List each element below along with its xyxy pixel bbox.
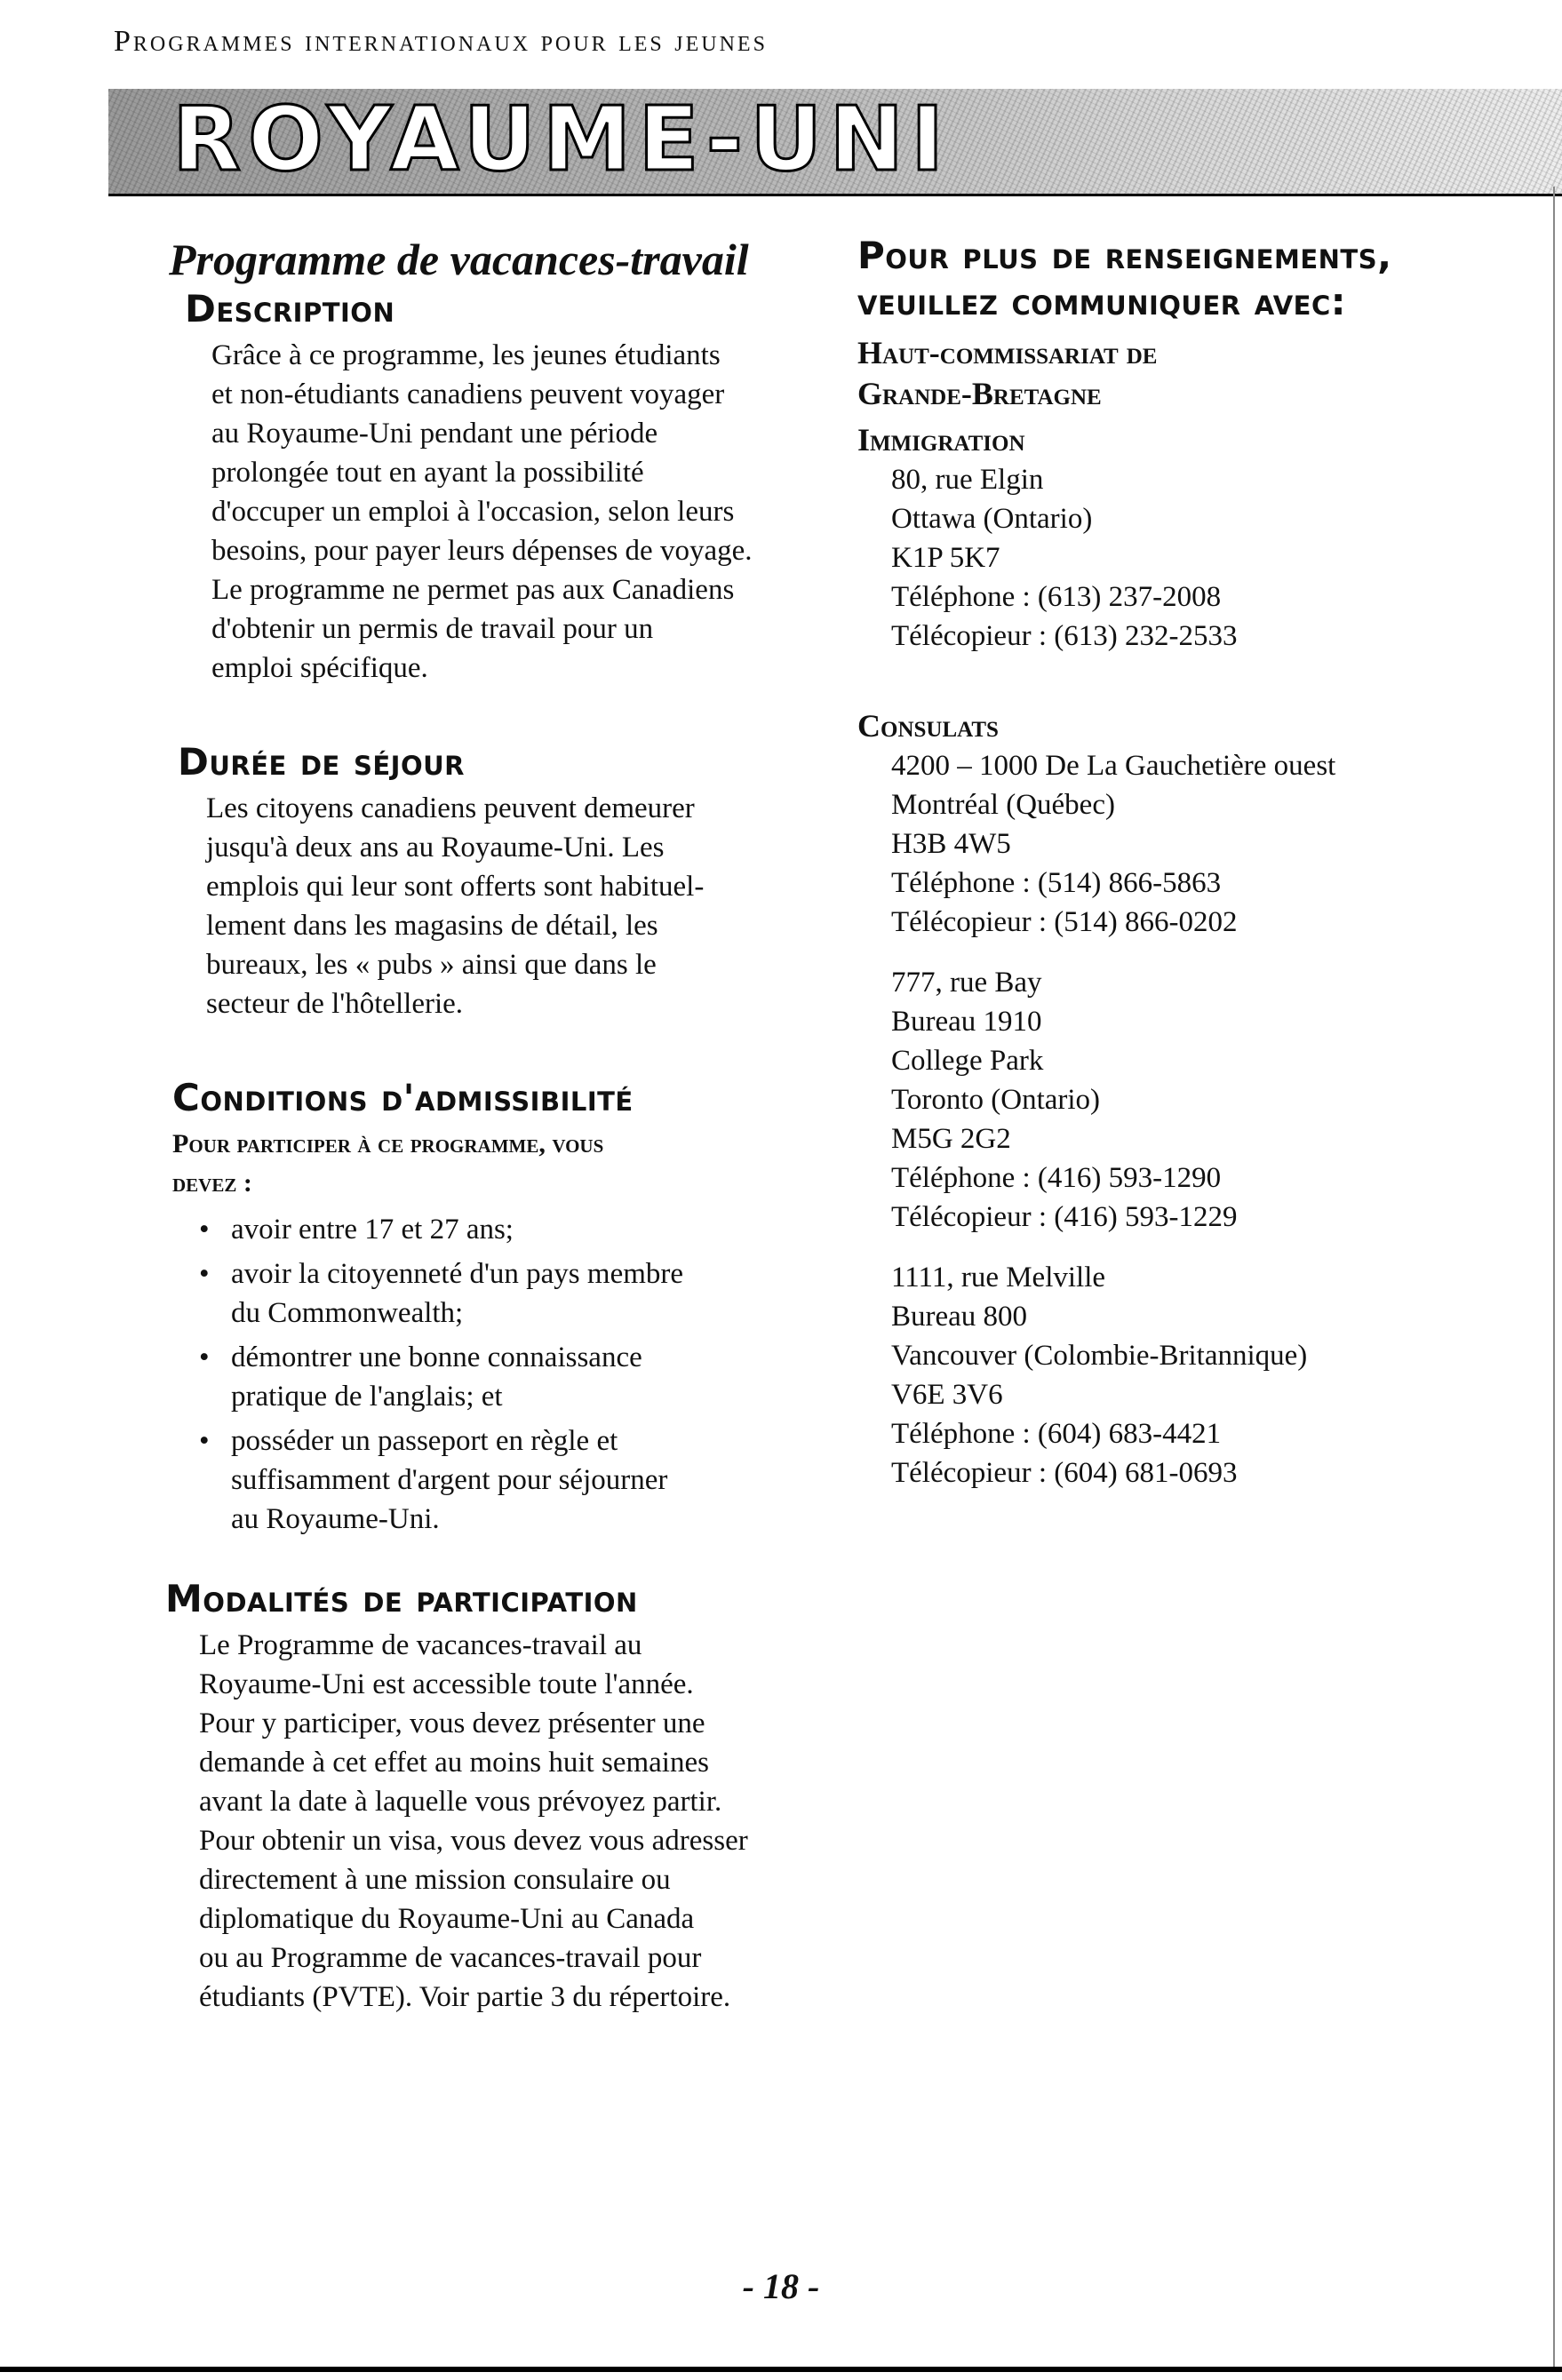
- address-line: 80, rue Elgin: [891, 464, 1044, 496]
- page-number: - 18 -: [742, 2266, 820, 2306]
- address-line: Vancouver (Colombie-Britannique): [891, 1340, 1308, 1372]
- list-item-line: avoir la citoyenneté d'un pays membre: [231, 1258, 684, 1290]
- consulat-vancouver: [891, 1258, 1497, 1492]
- list-item: [199, 1210, 826, 1249]
- phone-line: Téléphone : (514) 866-5863: [891, 867, 1222, 899]
- description-line: prolongée tout en ayant la possibilité: [211, 457, 644, 489]
- list-item-line: pratique de l'anglais; et: [231, 1381, 503, 1413]
- address-line: Bureau 1910: [891, 1006, 1042, 1038]
- bullet-icon: •: [199, 1341, 210, 1373]
- eligibility-lead-line: Pour participer à ce programme, vous: [172, 1129, 604, 1158]
- address-line: 4200 – 1000 De La Gauchetière ouest: [891, 750, 1336, 782]
- list-item-line: posséder un passeport en règle et: [231, 1425, 618, 1457]
- participation-line: étudiants (PVTE). Voir partie 3 du répertoire.: [199, 1981, 731, 2013]
- description-line: emploi spécifique.: [211, 652, 428, 684]
- running-header: Programmes internationaux pour les jeunes: [114, 25, 768, 58]
- description-line: Grâce à ce programme, les jeunes étudiants: [211, 339, 721, 371]
- participation-line: diplomatique du Royaume-Uni au Canada: [199, 1903, 695, 1935]
- fax-line: Télécopieur : (416) 593-1229: [891, 1201, 1238, 1233]
- participation-heading: Modalités de participation: [165, 1577, 638, 1620]
- list-item-line: démontrer une bonne connaissance: [231, 1341, 642, 1373]
- address-line: K1P 5K7: [891, 542, 1000, 574]
- duration-line: emplois qui leur sont offerts sont habituel-: [206, 871, 705, 903]
- consulat-toronto: [891, 963, 1497, 1237]
- description-line: d'obtenir un permis de travail pour un: [211, 613, 654, 645]
- contact-heading-line: Pour plus de renseignements,: [857, 234, 1392, 277]
- bullet-icon: •: [199, 1258, 210, 1290]
- list-item: [199, 1338, 826, 1416]
- org-name: [857, 332, 1497, 414]
- bullet-icon: •: [199, 1214, 210, 1246]
- list-item-line: au Royaume-Uni.: [231, 1503, 440, 1535]
- phone-line: Téléphone : (416) 593-1290: [891, 1162, 1222, 1194]
- participation-line: avant la date à laquelle vous prévoyez partir.: [199, 1786, 722, 1818]
- banner-title: ROYAUME-UNI: [172, 87, 952, 191]
- participation-body: [199, 1626, 826, 2017]
- description-line: Le programme ne permet pas aux Canadiens: [211, 574, 735, 606]
- eligibility-lead-line: devez :: [172, 1168, 252, 1198]
- immigration-heading: Immigration: [857, 422, 1025, 458]
- list-item-line: suffisamment d'argent pour séjourner: [231, 1464, 668, 1496]
- bullet-icon: •: [199, 1425, 210, 1457]
- participation-line: demande à cet effet au moins huit semaines: [199, 1747, 709, 1779]
- address-line: Montréal (Québec): [891, 789, 1115, 821]
- org-name-line: Haut-commissariat de: [857, 335, 1158, 370]
- duration-body: [206, 789, 826, 1023]
- immigration-address: [891, 460, 1497, 656]
- duration-line: jusqu'à deux ans au Royaume-Uni. Les: [206, 832, 665, 864]
- left-column: [165, 233, 826, 2017]
- contact-heading: [857, 233, 1497, 325]
- address-line: Bureau 800: [891, 1301, 1028, 1333]
- description-line: au Royaume-Uni pendant une période: [211, 418, 658, 450]
- description-line: besoins, pour payer leurs dépenses de voyage.: [211, 535, 753, 567]
- duration-line: lement dans les magasins de détail, les: [206, 910, 658, 942]
- address-line: 1111, rue Melville: [891, 1262, 1106, 1293]
- consulat-montreal: [891, 746, 1497, 942]
- participation-line: directement à une mission consulaire ou: [199, 1864, 671, 1896]
- eligibility-lead: [172, 1125, 826, 1203]
- duration-line: Les citoyens canadiens peuvent demeurer: [206, 792, 695, 824]
- participation-line: Pour obtenir un visa, vous devez vous adresser: [199, 1825, 748, 1857]
- fax-line: Télécopieur : (514) 866-0202: [891, 906, 1238, 938]
- program-title: Programme de vacances-travail: [169, 235, 749, 284]
- description-body: [211, 336, 826, 688]
- duration-line: secteur de l'hôtellerie.: [206, 988, 464, 1020]
- phone-line: Téléphone : (604) 683-4421: [891, 1418, 1222, 1450]
- page-edge-divider: [1553, 187, 1555, 2372]
- address-line: Ottawa (Ontario): [891, 503, 1093, 535]
- contact-heading-line: veuillez communiquer avec:: [857, 280, 1347, 323]
- participation-line: Pour y participer, vous devez présenter une: [199, 1707, 705, 1739]
- list-item: [199, 1421, 826, 1539]
- right-column: [857, 233, 1497, 1492]
- org-name-line: Grande-Bretagne: [857, 376, 1102, 411]
- eligibility-list: [199, 1210, 826, 1539]
- duration-heading: Durée de séjour: [178, 740, 466, 784]
- address-line: V6E 3V6: [891, 1379, 1003, 1411]
- participation-line: Royaume-Uni est accessible toute l'année.: [199, 1668, 694, 1700]
- address-line: College Park: [891, 1045, 1044, 1077]
- description-line: et non-étudiants canadiens peuvent voyager: [211, 378, 725, 410]
- description-heading: Description: [185, 287, 395, 330]
- address-line: M5G 2G2: [891, 1123, 1011, 1155]
- address-line: 777, rue Bay: [891, 967, 1042, 999]
- consulats-heading: Consulats: [857, 708, 999, 744]
- eligibility-heading: Conditions d'admissibilité: [172, 1076, 634, 1119]
- description-line: d'occuper un emploi à l'occasion, selon leurs: [211, 496, 735, 528]
- address-line: Toronto (Ontario): [891, 1084, 1101, 1116]
- list-item-line: avoir entre 17 et 27 ans;: [231, 1214, 514, 1246]
- fax-line: Télécopieur : (613) 232-2533: [891, 620, 1238, 652]
- list-item: [199, 1254, 826, 1333]
- list-item-line: du Commonwealth;: [231, 1297, 464, 1329]
- participation-line: Le Programme de vacances-travail au: [199, 1629, 642, 1661]
- country-banner: [108, 89, 1562, 196]
- address-line: H3B 4W5: [891, 828, 1011, 860]
- participation-line: ou au Programme de vacances-travail pour: [199, 1942, 702, 1974]
- fax-line: Télécopieur : (604) 681-0693: [891, 1457, 1238, 1489]
- duration-line: bureaux, les « pubs » ainsi que dans le: [206, 949, 657, 981]
- phone-line: Téléphone : (613) 237-2008: [891, 581, 1222, 613]
- bottom-divider: [0, 2367, 1562, 2372]
